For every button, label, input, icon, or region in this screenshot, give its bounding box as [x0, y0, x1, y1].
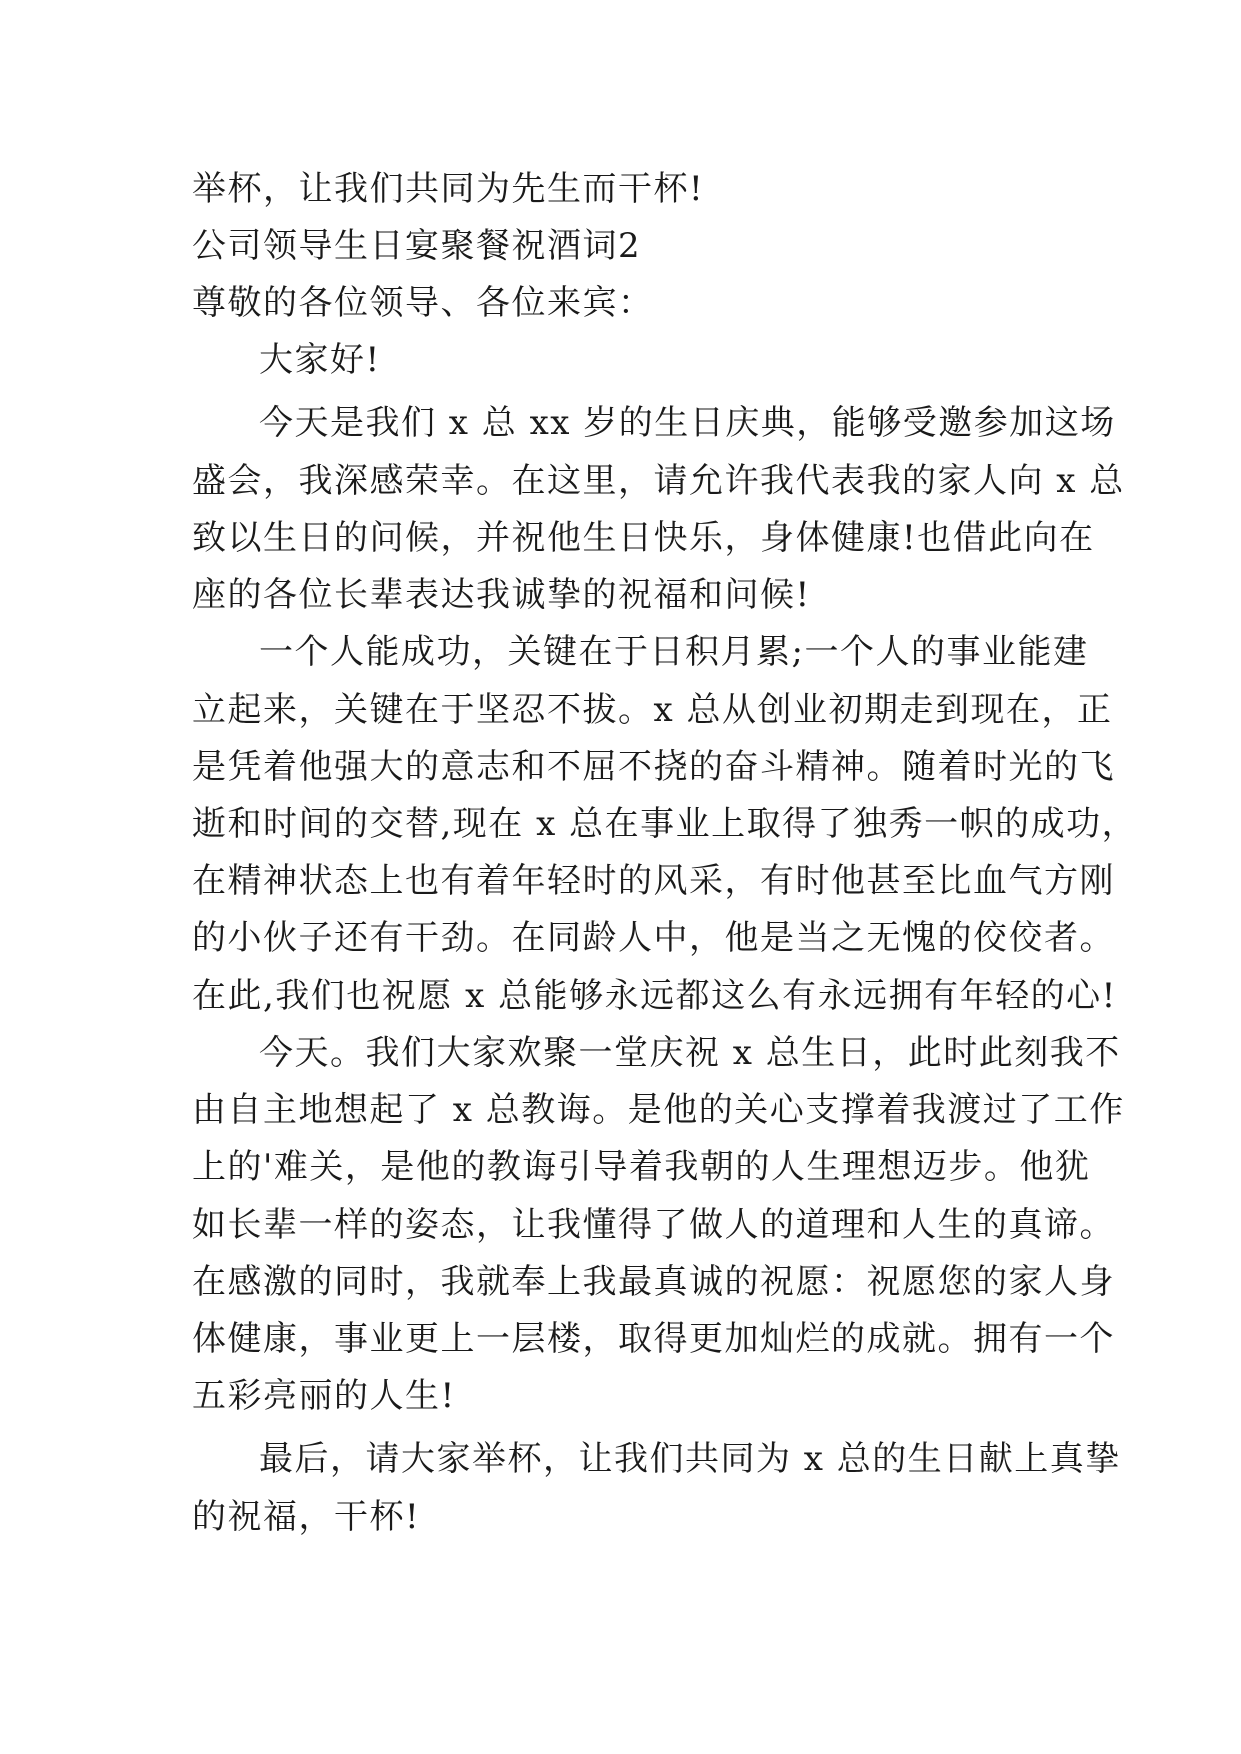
- paragraph-line: 的祝福，干杯!: [192, 1497, 421, 1537]
- paragraph-line: 如长辈一样的姿态，让我懂得了做人的道理和人生的真谛。: [192, 1205, 1115, 1245]
- paragraph-line: 致以生日的问候，并祝他生日快乐，身体健康!也借此向在: [192, 518, 1095, 558]
- paragraph-line: 座的各位长辈表达我诚挚的祝福和问候!: [192, 575, 811, 615]
- paragraph-line: 立起来，关键在于坚忍不拔。x 总从创业初期走到现在，正: [192, 690, 1113, 730]
- paragraph-line: 最后，请大家举杯，让我们共同为 x 总的生日献上真挚: [259, 1439, 1121, 1479]
- paragraph-line: 在此,我们也祝愿 x 总能够永远都这么有永远拥有年轻的心!: [192, 976, 1117, 1016]
- paragraph-line: 今天。我们大家欢聚一堂庆祝 x 总生日，此时此刻我不: [259, 1033, 1121, 1073]
- paragraph-line: 由自主地想起了 x 总教诲。是他的关心支撑着我渡过了工作: [192, 1090, 1125, 1130]
- paragraph-line: 在精神状态上也有着年轻时的风采，有时他甚至比血气方刚: [192, 861, 1115, 901]
- text-line: 举杯，让我们共同为先生而干杯!: [192, 169, 705, 209]
- paragraph-line: 盛会，我深感荣幸。在这里，请允许我代表我的家人向 x 总: [192, 461, 1125, 501]
- paragraph-line: 一个人能成功，关键在于日积月累;一个人的事业能建: [259, 632, 1089, 672]
- paragraph-line: 是凭着他强大的意志和不屈不挠的奋斗精神。随着时光的飞: [192, 747, 1115, 787]
- paragraph-line: 上的'难关，是他的教诲引导着我朝的人生理想迈步。他犹: [192, 1147, 1091, 1187]
- paragraph-line: 在感激的同时，我就奉上我最真诚的祝愿：祝愿您的家人身: [192, 1262, 1115, 1302]
- salutation: 尊敬的各位领导、各位来宾：: [192, 283, 654, 323]
- paragraph-line: 逝和时间的交替,现在 x 总在事业上取得了独秀一帜的成功，: [192, 804, 1138, 844]
- paragraph-line: 的小伙子还有干劲。在同龄人中，他是当之无愧的佼佼者。: [192, 918, 1115, 958]
- paragraph-line: 五彩亮丽的人生!: [192, 1376, 456, 1416]
- greeting: 大家好!: [259, 340, 381, 380]
- paragraph-line: 今天是我们 x 总 xx 岁的生日庆典，能够受邀参加这场: [259, 403, 1116, 443]
- paragraph-line: 体健康，事业更上一层楼，取得更加灿烂的成就。拥有一个: [192, 1319, 1115, 1359]
- section-heading: 公司领导生日宴聚餐祝酒词2: [192, 226, 642, 266]
